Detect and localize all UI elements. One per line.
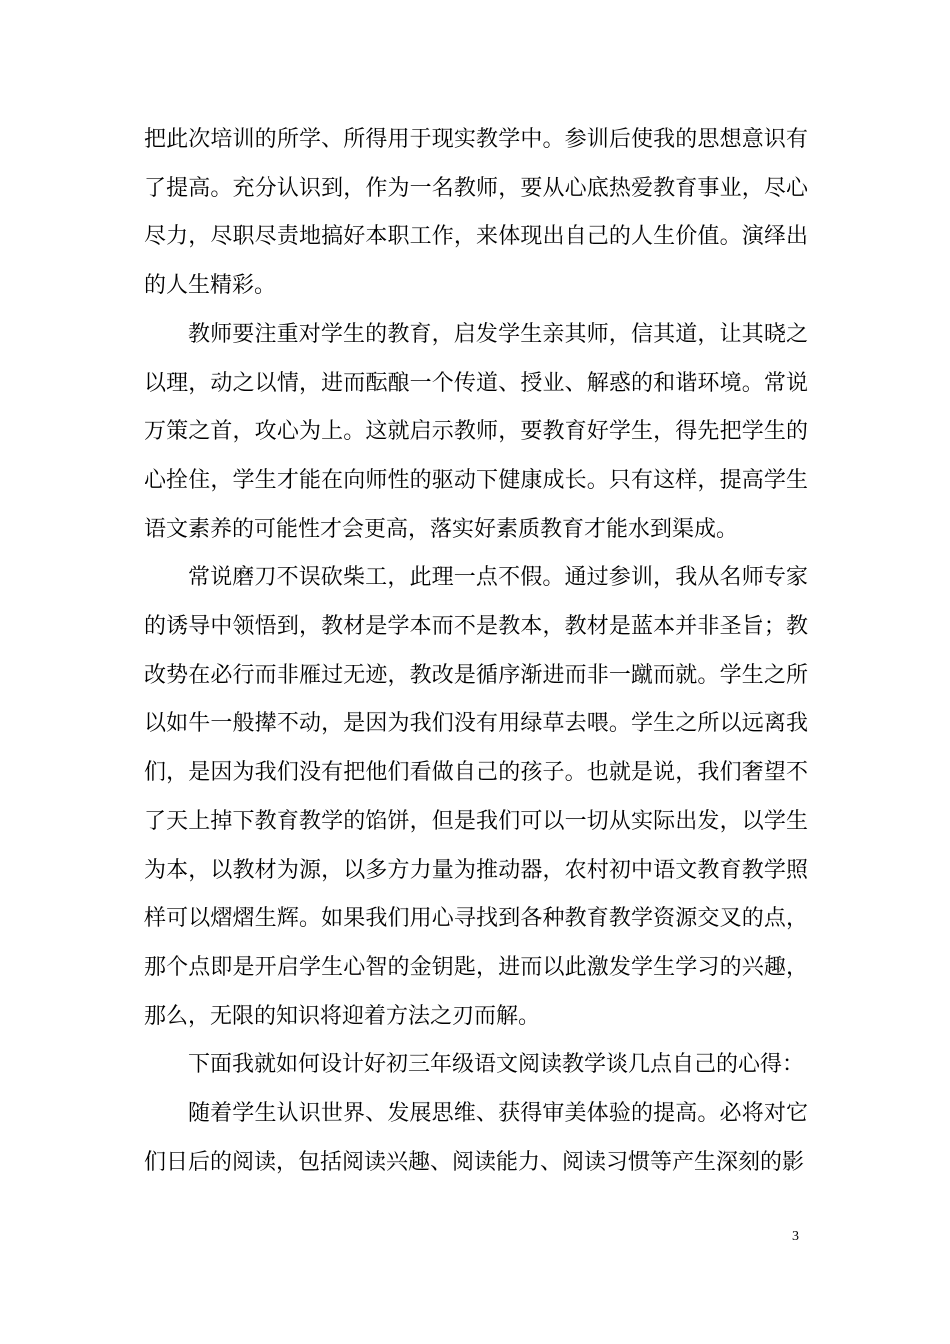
- page-number: 3: [792, 1229, 799, 1244]
- paragraph-1: 把此次培训的所学、所得用于现实教学中。参训后使我的思想意识有了提高。充分认识到，作为一名教师，要从心底热爱教育事业，尽心尽力，尽职尽责地搞好本职工作，来体现出自己的人生价值。演绎出的人生精彩。: [144, 127, 808, 299]
- paragraph-3: 常说磨刀不误砍柴工，此理一点不假。通过参训，我从名师专家的诱导中领悟到，教材是学本而不是教本，教材是蓝本并非圣旨；教改势在必行而非雁过无迹，教改是循序渐进而非一蹴而就。学生之所以如牛一般撵不动，是因为我们没有用绿草去喂。学生之所以远离我们，是因为我们没有把他们看做自己的孩子。也就是说，我们奢望不了天上掉下教育教学的馅饼，但是我们可以一切从实际出发，以学生为本，以教材为源，以多方力量为推动器，农村初中语文教育教学照样可以熠熠生辉。如果我们用心寻找到各种教育教学资源交叉的点，那个点即是开启学生心智的金钥匙，进而以此激发学生学习的兴趣，那么，无限的知识将迎着方法之刃而解。: [144, 565, 808, 1029]
- body-text: [144, 116, 808, 1187]
- paragraph-4: 下面我就如何设计好初三年级语文阅读教学谈几点自己的心得：: [188, 1052, 805, 1078]
- paragraph-2: 教师要注重对学生的教育，启发学生亲其师，信其道，让其晓之以理，动之以情，进而酝酿一个传道、授业、解惑的和谐环境。常说万策之首，攻心为上。这就启示教师，要教育好学生，得先把学生的心拴住，学生才能在向师性的驱动下健康成长。只有这样，提高学生语文素养的可能性才会更高，落实好素质教育才能水到渠成。: [144, 321, 808, 542]
- paragraph-5: 随着学生认识世界、发展思维、获得审美体验的提高。必将对它们日后的阅读，包括阅读兴趣、阅读能力、阅读习惯等产生深刻的影: [144, 1101, 808, 1175]
